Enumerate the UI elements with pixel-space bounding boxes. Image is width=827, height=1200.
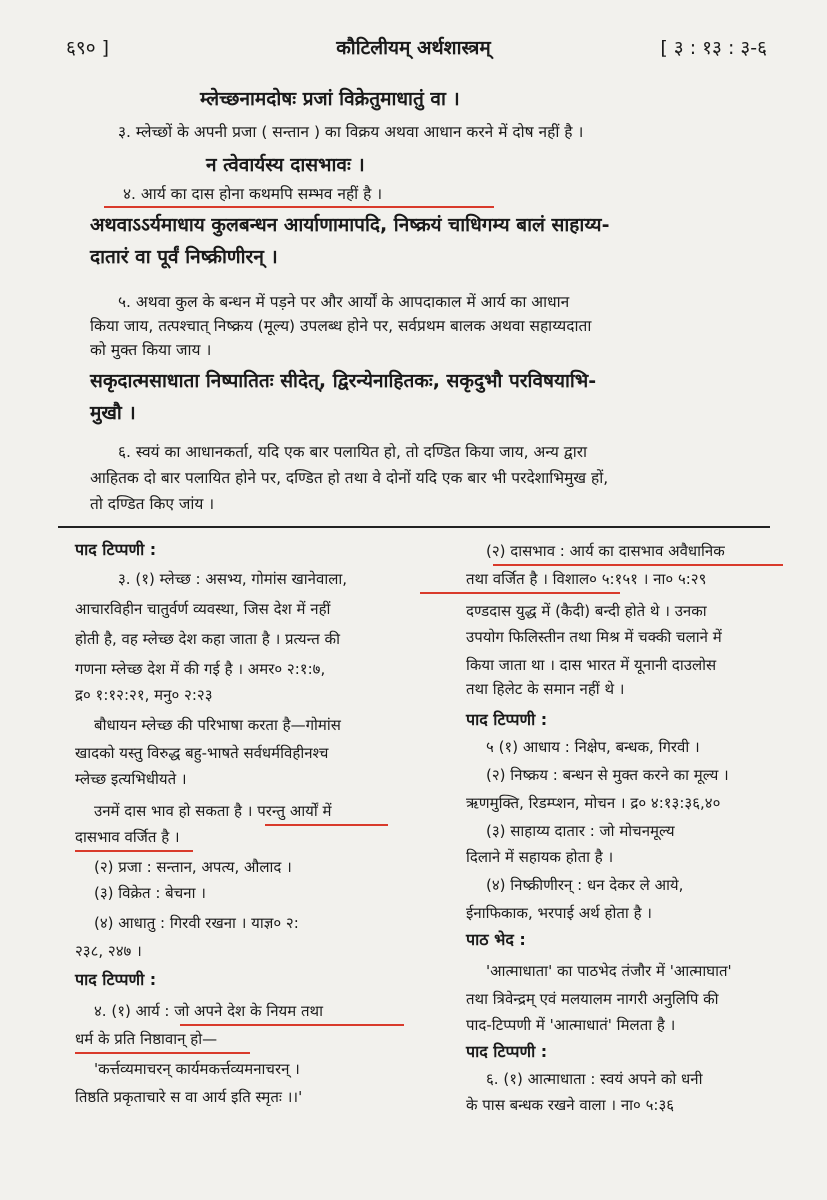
note3-adhatu-line1: (४) आधातु : गिरवी रखना । याज्ञ० २: (94, 914, 299, 932)
note5-sahayya-line2: दिलाने में सहायक होता है । (466, 848, 614, 866)
left-footnote-heading: पाद टिप्पणी : (75, 540, 157, 559)
sutra5-sanskrit-line1: अथवाऽऽर्यमाधाय कुलबन्धन आर्याणामापदि, निष्क्रयं चाधिगम्य बालं साहाय्य- (90, 214, 610, 236)
baudhayana-line3: म्लेच्छ इत्यभिधीयते । (75, 770, 187, 788)
note3-line1: ३. (१) म्लेच्छ : असभ्य, गोमांस खानेवाला, (118, 570, 348, 588)
underline-dasabhava-1 (493, 564, 783, 566)
variant-line3: पाद-टिप्पणी में 'आत्माधातं' मिलता है । (466, 1016, 676, 1034)
right-footnote-heading: पाद टिप्पणी : (466, 710, 548, 729)
sutra5-hindi-line2: किया जाय, तत्पश्चात् निष्क्रय (मूल्य) उपलब्ध होने पर, सर्वप्रथम बालक अथवा सहाय्यदाता (90, 317, 592, 335)
dasabhava-line1: (२) दासभाव : आर्य का दासभाव अवैधानिक (486, 542, 725, 560)
dandadasa-line1: दण्डदास युद्ध में (कैदी) बन्दी होते थे । उनका (466, 602, 707, 620)
sutra5-hindi-line3: को मुक्त किया जाय । (90, 341, 212, 359)
page-title: कौटिलीयम् अर्थशास्त्रम् (336, 37, 491, 59)
note5-nishkrinirann-line1: (४) निष्क्रीणीरन् : धन देकर ले आये, (486, 876, 684, 894)
variant-line2: तथा त्रिवेन्द्रम् एवं मलयालम नागरी अनुलिपि की (466, 990, 719, 1008)
note5-nishkrinirann-line2: ईनाफिकाक, भरपाई अर्थ होता है । (466, 904, 652, 922)
note3-line3: होती है, वह म्लेच्छ देश कहा जाता है । प्रत्यन्त की (75, 630, 340, 648)
dandadasa-line4: तथा हिलेट के समान नहीं थे । (466, 680, 625, 698)
dasa-line1: उनमें दास भाव हो सकता है । परन्तु आर्यों में (94, 802, 332, 820)
note6-line1: ६. (१) आत्माधाता : स्वयं अपने को धनी (486, 1070, 703, 1088)
quote-line2: तिष्ठति प्रकृताचारे स वा आर्य इति स्मृतः ।।' (75, 1088, 303, 1106)
note3-vikretu: (३) विक्रेत : बेचना । (94, 884, 206, 902)
page-number: ६९० ] (66, 37, 110, 59)
underline-note4-1 (180, 1024, 404, 1026)
dandadasa-line3: किया जाता था । दास भारत में यूनानी दाउलोस (466, 656, 717, 674)
underline-dasa2 (75, 850, 193, 852)
sutra4-hindi: ४. आर्य का दास होना कथमपि सम्भव नहीं है । (123, 185, 383, 203)
dasa-line2: दासभाव वर्जित है । (75, 828, 180, 846)
sutra3-hindi: ३. म्लेच्छों के अपनी प्रजा ( सन्तान ) का विक्रय अथवा आधान करने में दोष नहीं है । (118, 123, 584, 141)
baudhayana-line1: बौधायन म्लेच्छ की परिभाषा करता है—गोमांस (94, 716, 341, 734)
note4-line2: धर्म के प्रति निष्ठावान् हो— (75, 1030, 218, 1048)
underline-dasabhava-2 (420, 592, 620, 594)
note5-nishkraya-line1: (२) निष्क्रय : बन्धन से मुक्त करने का मूल्य । (486, 766, 729, 784)
note3-line2: आचारविहीन चातुर्वर्ण व्यवस्था, जिस देश में नहीं (75, 600, 331, 618)
right-footnote-heading-2: पाद टिप्पणी : (466, 1042, 548, 1061)
sutra6-hindi-line3: तो दण्डित किए जांय । (90, 495, 215, 513)
sutra5-hindi-line1: ५. अथवा कुल के बन्धन में पड़ने पर और आर्यों के आपदाकाल में आर्य का आधान (118, 293, 570, 311)
variant-reading-heading: पाठ भेद : (466, 930, 526, 949)
sutra3-sanskrit: म्लेच्छनामदोषः प्रजां विक्रेतुमाधातुं वा । (200, 88, 460, 110)
sutra6-sanskrit-line2: मुखौ । (90, 402, 136, 424)
note3-line4: गणना म्लेच्छ देश में की गई है । अमर० २:१:७, (75, 660, 326, 678)
variant-line1: 'आत्माधाता' का पाठभेद तंजौर में 'आत्माघात' (486, 962, 732, 980)
note5-sahayya-line1: (३) साहाय्य दातार : जो मोचनमूल्य (486, 822, 675, 840)
underline-note4-2 (75, 1052, 250, 1054)
sutra6-sanskrit-line1: सकृदात्मसाधाता निष्पातितः सीदेत्, द्विरन्येनाहितकः, सकृदुभौ परविषयाभि- (90, 370, 597, 392)
note6-line2: के पास बन्धक रखने वाला । ना० ५:३६ (466, 1096, 675, 1114)
sutra5-sanskrit-line2: दातारं वा पूर्वं निष्क्रीणीरन् । (90, 246, 278, 268)
sutra6-hindi-line1: ६. स्वयं का आधानकर्ता, यदि एक बार पलायित हो, तो दण्डित किया जाय, अन्य द्वारा (118, 443, 588, 461)
dasabhava-line2: तथा वर्जित है । विशाल० ५:१५१ । ना० ५:२९ (466, 570, 707, 588)
left-footnote-heading-2: पाद टिप्पणी : (75, 970, 157, 989)
sutra6-hindi-line2: आहितक दो बार पलायित होने पर, दण्डित हो तथा वे दोनों यदि एक बार भी परदेशाभिमुख हों, (90, 469, 609, 487)
section-divider (58, 526, 770, 528)
note4-line1: ४. (१) आर्य : जो अपने देश के नियम तथा (94, 1002, 323, 1020)
note3-praja: (२) प्रजा : सन्तान, अपत्य, औलाद । (94, 858, 292, 876)
note5-adhaya: ५ (१) आधाय : निक्षेप, बन्धक, गिरवी । (486, 738, 700, 756)
sutra4-sanskrit: न त्वेवार्यस्य दासभावः । (206, 154, 365, 176)
note5-nishkraya-line2: ऋणमुक्ति, रिडम्प्शन, मोचन । द्र० ४:१३:३६,४० (466, 794, 721, 812)
underline-sutra4 (104, 206, 494, 208)
quote-line1: 'कर्त्तव्यमाचरन् कार्यमकर्त्तव्यमनाचरन् । (94, 1060, 300, 1078)
baudhayana-line2: खादको यस्तु विरुद्ध बहु-भाषते सर्वधर्मविहीनश्च (75, 744, 329, 762)
dandadasa-line2: उपयोग फिलिस्तीन तथा मिश्र में चक्की चलाने में (466, 628, 722, 646)
page-reference: [ ३ : १३ : ३-६ (660, 37, 767, 59)
note3-adhatu-line2: २३८, २४७ । (75, 942, 142, 960)
note3-line5: द्र० १:१२:२१, मनु० २:२३ (75, 686, 213, 704)
